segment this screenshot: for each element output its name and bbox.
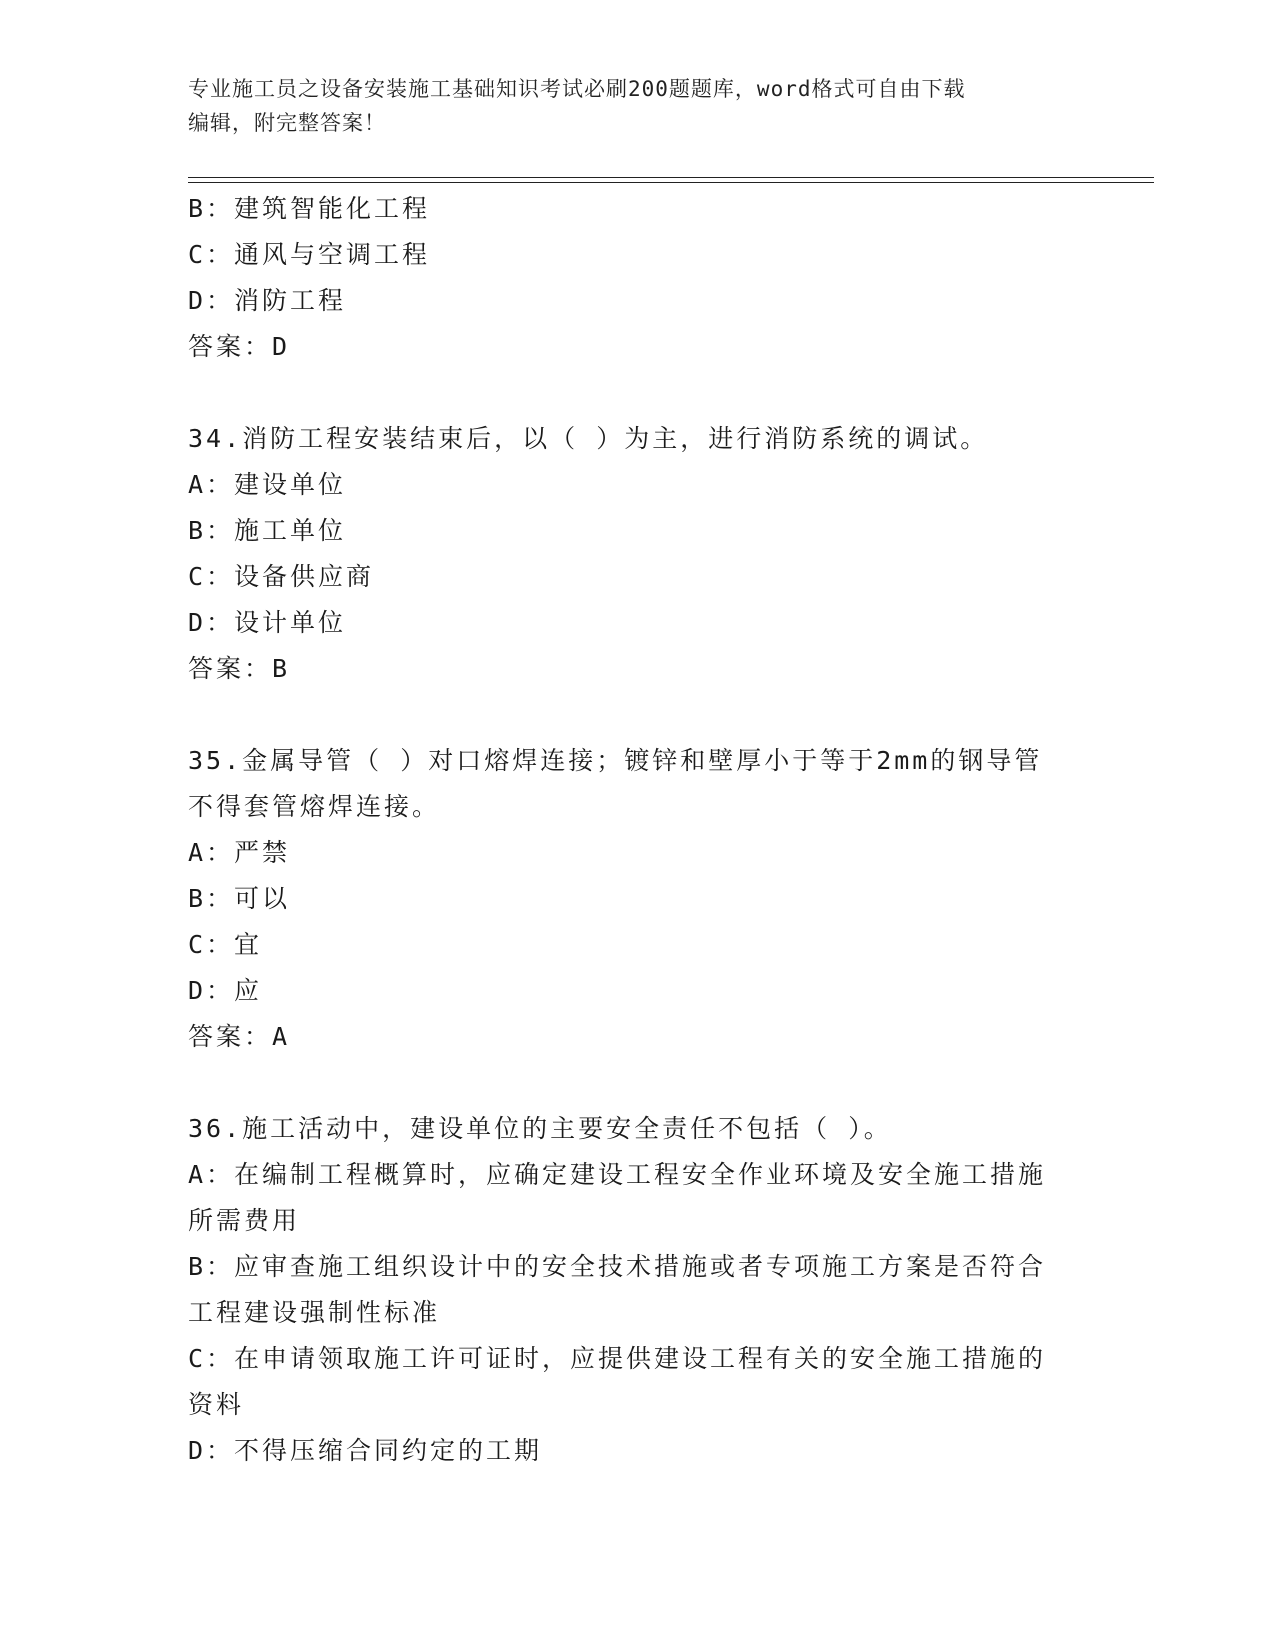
q36-option-a-line-2: 所需费用 bbox=[188, 1206, 301, 1235]
question-34 bbox=[188, 416, 1088, 692]
header-line-1: 专业施工员之设备安装施工基础知识考试必刷200题题库，word格式可自由下载 bbox=[188, 77, 966, 101]
q36-option-c-line-1: C：在申请领取施工许可证时，应提供建设工程有关的安全施工措施的 bbox=[188, 1344, 1047, 1373]
q35-stem-line-2: 不得套管熔焊连接。 bbox=[188, 792, 441, 821]
question-36 bbox=[188, 1106, 1088, 1474]
q35-answer: 答案：A bbox=[188, 1022, 291, 1051]
header-rule-top bbox=[188, 177, 1154, 178]
q34-option-d: D：设计单位 bbox=[188, 608, 347, 637]
q34-option-c: C：设备供应商 bbox=[188, 562, 375, 591]
spacer bbox=[188, 1060, 1088, 1106]
q36-option-b-line-2: 工程建设强制性标准 bbox=[188, 1298, 441, 1327]
q34-option-a: A：建设单位 bbox=[188, 470, 347, 499]
q34-answer: 答案：B bbox=[188, 654, 291, 683]
q33-answer: 答案：D bbox=[188, 332, 291, 361]
q35-stem-line-1: 35.金属导管（ ）对口熔焊连接；镀锌和壁厚小于等于2mm的钢导管 bbox=[188, 746, 1043, 775]
question-35 bbox=[188, 738, 1088, 1060]
q36-option-c-line-2: 资料 bbox=[188, 1390, 245, 1419]
q33-option-d: D：消防工程 bbox=[188, 286, 347, 315]
q35-option-d: D：应 bbox=[188, 976, 263, 1005]
q35-option-c: C：宜 bbox=[188, 930, 263, 959]
q36-option-d: D：不得压缩合同约定的工期 bbox=[188, 1436, 543, 1465]
document-body bbox=[188, 186, 1088, 1474]
spacer bbox=[188, 370, 1088, 416]
q36-stem: 36.施工活动中，建设单位的主要安全责任不包括（ ）。 bbox=[188, 1114, 892, 1143]
spacer bbox=[188, 692, 1088, 738]
document-header bbox=[188, 72, 1068, 140]
q33-option-b: B：建筑智能化工程 bbox=[188, 194, 431, 223]
q36-option-b-line-1: B：应审查施工组织设计中的安全技术措施或者专项施工方案是否符合 bbox=[188, 1252, 1047, 1281]
header-line-2: 编辑，附完整答案！ bbox=[188, 111, 386, 135]
q34-option-b: B：施工单位 bbox=[188, 516, 347, 545]
q35-option-a: A：严禁 bbox=[188, 838, 291, 867]
q35-option-b: B：可以 bbox=[188, 884, 291, 913]
header-rule-bottom bbox=[188, 182, 1154, 183]
question-33 bbox=[188, 186, 1088, 370]
q34-stem: 34.消防工程安装结束后，以（ ）为主，进行消防系统的调试。 bbox=[188, 424, 989, 453]
q33-option-c: C：通风与空调工程 bbox=[188, 240, 431, 269]
q36-option-a-line-1: A：在编制工程概算时，应确定建设工程安全作业环境及安全施工措施 bbox=[188, 1160, 1047, 1189]
